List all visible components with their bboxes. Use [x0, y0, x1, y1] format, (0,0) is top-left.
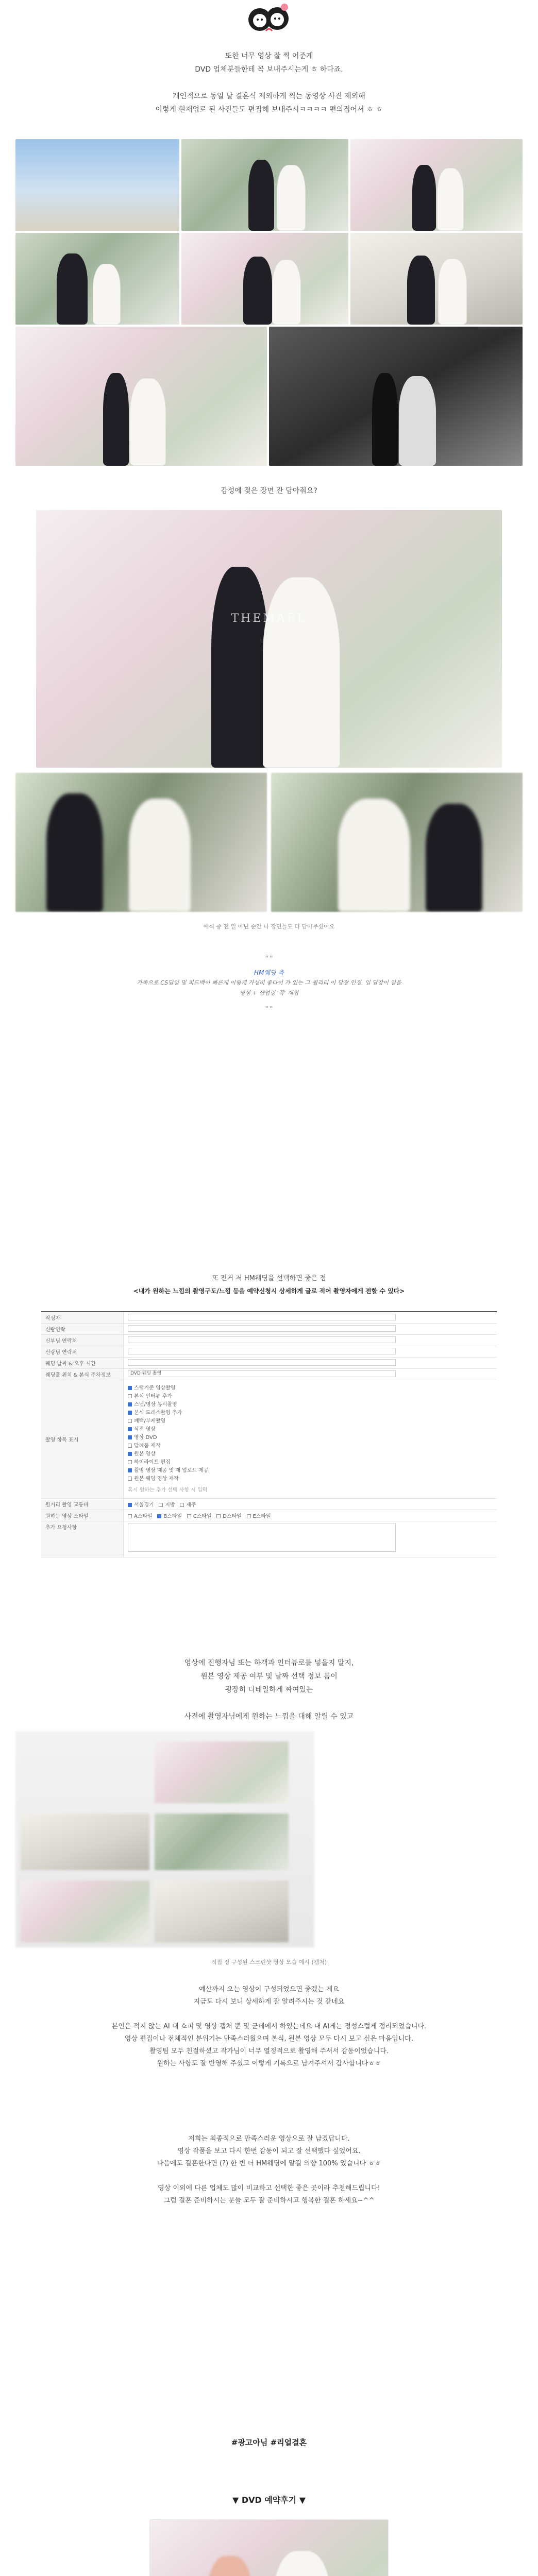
photo-watermark: THEMAEL: [231, 612, 307, 625]
intro-line: 개인적으로 동일 날 결혼식 제외하게 찍는 동영상 사진 제외해: [173, 92, 365, 100]
form-label: 신랑연락: [41, 1324, 124, 1334]
form-option[interactable]: [128, 1459, 493, 1467]
review-line: [0, 2008, 538, 2021]
option-label: 원본 영상: [134, 1451, 156, 1457]
quote-close: " ": [265, 1005, 273, 1012]
form-label: 신랑님 연락처: [41, 1346, 124, 1357]
option-label: 스냅/영상 동시촬영: [134, 1402, 177, 1408]
wedding-photo: [15, 139, 179, 231]
form-input[interactable]: DVD 웨딩 촬영: [128, 1370, 396, 1377]
checkbox[interactable]: [128, 1452, 132, 1456]
closing-line: 그럼 결혼 준비하시는 분들 모두 잘 준비하시고 행복한 결혼 하세요~^^: [163, 2197, 375, 2205]
option-label: 원본 웨딩 영상 제작: [134, 1476, 179, 1482]
radio[interactable]: [157, 1514, 161, 1518]
mid-line: 굉장히 디테일하게 짜여있는: [225, 1686, 313, 1694]
option-label: 스탭기준 영상촬영: [134, 1385, 176, 1391]
quote-sign: 영상 + 샵업링 '꼭' 재접: [239, 990, 299, 996]
form-option[interactable]: [128, 1475, 493, 1483]
form-label: 촬영 항목 표시: [41, 1380, 124, 1498]
intro-line: 이렇게 현재업로 된 사진들도 편집해 보내주시ㅋㅋㅋㅋ 편의집어서 ㅎ ㅎ: [155, 106, 383, 114]
option-label: B스타일: [163, 1514, 182, 1519]
screenshot-caption: 직접 정 구성된 스크린샷 영상 모습 예시 (캡처): [211, 1959, 327, 1965]
closing-text: [0, 2133, 538, 2207]
video-still: [15, 773, 267, 912]
screenshot-photo: [21, 1880, 149, 1942]
form-label: 웨딩홀 위치 & 본식 주차정보: [41, 1369, 124, 1380]
form-row: [41, 1312, 497, 1324]
checkbox[interactable]: [128, 1460, 132, 1464]
form-input[interactable]: [128, 1314, 396, 1320]
option-label: 본식 인터뷰 추가: [134, 1394, 172, 1399]
checkbox[interactable]: [128, 1394, 132, 1398]
checkbox[interactable]: [128, 1402, 132, 1406]
wedding-photo: [181, 139, 348, 231]
booking-form-screenshot: [41, 1311, 497, 1625]
form-label: 웨딩 날짜 & 오후 시간: [41, 1358, 124, 1368]
closing-line: 영상 이외에 다른 업체도 많이 비교하고 선택한 좋은 곳이라 추천해드립니다!: [158, 2184, 380, 2192]
form-option[interactable]: [128, 1426, 493, 1434]
option-label: 본식 드레스촬영 추가: [134, 1410, 182, 1416]
photo-caption: 예식 중 전 일 아닌 순간 나 장면들도 다 담아주셨어요: [203, 923, 335, 930]
section-caption: [0, 484, 538, 498]
radio[interactable]: [187, 1514, 191, 1518]
checkbox[interactable]: [128, 1468, 132, 1472]
checkbox[interactable]: [128, 1419, 132, 1423]
quote-body: 가족으로 CS답일 및 피드백이 빠른게 이렇게 가성비 좋다이 가 있는 그 퀄리티 이 당장 인정. 입 답장이 일을: [137, 979, 401, 986]
checkbox[interactable]: [128, 1386, 132, 1390]
wedding-photo: [15, 233, 179, 325]
wedding-photo: [350, 139, 523, 231]
couple-sticker-image: [243, 0, 295, 34]
closing-line: 저희는 최종적으로 만족스러운 영상으로 잘 남겼답니다.: [188, 2135, 350, 2143]
screenshot-photo: [155, 1741, 289, 1803]
form-input[interactable]: [128, 1359, 396, 1366]
form-option[interactable]: [128, 1384, 493, 1393]
option-label: 식전 영상: [134, 1427, 156, 1432]
option-label: 하이라이트 편집: [134, 1460, 171, 1465]
checkbox[interactable]: [128, 1411, 132, 1415]
option-label: D스타일: [223, 1514, 242, 1519]
form-input[interactable]: [128, 1348, 396, 1354]
form-option[interactable]: [128, 1467, 493, 1475]
option-label: 폐백/부케촬영: [134, 1418, 166, 1424]
closing-line: 다음에도 결혼한다면 (?) 한 번 더 HM웨딩에 맡길 의향 100% 있습니다 ㅎㅎ: [157, 2160, 381, 2167]
review-line: 지금도 다시 보니 상세하게 잘 알려주시는 것 같네요: [193, 1998, 345, 2006]
form-row: [41, 1358, 497, 1369]
review-line: 촬영팀 모두 친절하셨고 작가님이 너무 열정적으로 촬영해 주셔서 감동이었습니다.: [149, 2047, 389, 2055]
screenshot-photo: [155, 1814, 289, 1870]
form-intro: [0, 1273, 538, 1297]
option-label: C스타일: [193, 1514, 212, 1519]
radio[interactable]: [128, 1514, 132, 1518]
wedding-photo: [350, 233, 523, 325]
intro-line: DVD 업체분들한테 꼭 보내주시는게 ㅎ 하다죠.: [195, 65, 343, 74]
form-option[interactable]: [128, 1450, 493, 1459]
option-label: 영상 DVD: [134, 1435, 157, 1440]
mid-line: 영상에 진행자님 또는 하객과 인터뷰로를 넣을지 말지,: [184, 1659, 354, 1667]
radio[interactable]: [180, 1503, 184, 1507]
review-text: [0, 1984, 538, 2070]
mid-line: 사전에 촬영자님에게 원하는 느낌을 대해 알릴 수 있고: [184, 1713, 354, 1721]
form-option[interactable]: [128, 1417, 493, 1426]
mid-line: 원본 영상 제공 여부 및 날짜 선택 정보 폼이: [200, 1672, 338, 1681]
form-row: [41, 1521, 497, 1557]
form-label: 원거리 촬영 교통비: [41, 1499, 124, 1510]
option-label: 지방: [165, 1502, 175, 1508]
form-textarea[interactable]: [128, 1523, 396, 1552]
wedding-photo-large: [36, 510, 502, 768]
wedding-photo: [181, 233, 348, 325]
link-card-thumbnail: [150, 2520, 388, 2576]
checkbox[interactable]: [128, 1435, 132, 1439]
quote-title: HM웨딩 측: [254, 969, 284, 976]
form-option[interactable]: [128, 1409, 493, 1417]
form-row: [41, 1369, 497, 1380]
form-intro-line1: 또 전거 저 HM웨딩을 선택하면 좋은 점: [212, 1275, 326, 1282]
form-row: [41, 1324, 497, 1335]
wedding-photo: [15, 327, 267, 466]
intro-line: 또한 너무 영상 잘 찍 어준게: [225, 52, 313, 60]
form-input[interactable]: [128, 1336, 396, 1343]
form-intro-line2: <내가 원하는 느낌의 촬영구도/느낌 등을 예약신청시 상세하게 글로 적어 촬영자에게 전할 수 있다>: [133, 1287, 405, 1295]
option-label: A스타일: [134, 1514, 153, 1519]
intro-text: [0, 49, 538, 116]
screenshot-photo: [155, 1880, 289, 1942]
form-label: 원하는 영상 스타일: [41, 1510, 124, 1521]
form-option[interactable]: [128, 1442, 493, 1450]
form-note: 혹시 원하는 추가 선택 사항 시 입력: [128, 1487, 208, 1493]
form-label: 추가 요청사항: [41, 1521, 124, 1557]
form-option[interactable]: [128, 1401, 493, 1409]
option-label: 촬영 영상 제공 및 재 업로드 제공: [134, 1468, 209, 1473]
form-row: [41, 1346, 497, 1358]
dvd-review-title: ▼ DVD 예약후기 ▼: [232, 2495, 306, 2505]
checkbox[interactable]: [128, 1427, 132, 1431]
quote-open: " ": [265, 955, 273, 962]
section-caption-text: 감성에 젖은 장면 잔 담아줘요?: [221, 487, 317, 495]
option-label: E스타일: [253, 1514, 271, 1519]
review-line: 영상 편집이나 전체적인 분위기는 만족스러웠으며 본식, 원본 영상 모두 다시 보고 싶은 마음입니다.: [124, 2035, 414, 2043]
review-line: 원하는 사항도 잘 반영해 주셨고 이렇게 기록으로 남겨주셔서 감사합니다ㅎㅎ: [157, 2060, 381, 2067]
form-label: 신부님 연락처: [41, 1335, 124, 1346]
option-label: 서울경기: [134, 1502, 154, 1508]
option-label: 제주: [186, 1502, 196, 1508]
video-still: [271, 773, 523, 912]
radio[interactable]: [216, 1514, 221, 1518]
mid-text: [0, 1656, 538, 1723]
radio[interactable]: [247, 1514, 251, 1518]
option-label: 답례품 제작: [134, 1443, 161, 1449]
review-line: 본인은 적지 않는 AI 대 쇼피 및 영상 캡처 뿐 몇 군데에서 하였는데요 내 AI게는 정성스럽게 정리되었습니다.: [111, 2023, 427, 2030]
form-row: [41, 1335, 497, 1346]
form-input[interactable]: [128, 1325, 396, 1332]
form-row: [41, 1510, 497, 1521]
mid-line: [0, 1697, 538, 1710]
form-row-options: [41, 1380, 497, 1499]
checkbox[interactable]: [128, 1477, 132, 1481]
form-option[interactable]: [128, 1393, 493, 1401]
closing-line: [0, 2170, 538, 2182]
link-card[interactable]: [149, 2519, 389, 2576]
intro-line: [0, 76, 538, 90]
wedding-photo: [269, 327, 523, 466]
quote-block: [0, 953, 538, 1014]
checkbox[interactable]: [128, 1444, 132, 1448]
screenshot-photo: [21, 1814, 149, 1870]
radio[interactable]: [159, 1503, 163, 1507]
form-label: 작성자: [41, 1312, 124, 1323]
closing-line: 영상 작품을 보고 다시 한번 감동이 되고 잘 선택했다 싶었어요.: [177, 2147, 361, 2155]
form-option[interactable]: [128, 1434, 493, 1442]
form-row: [41, 1499, 497, 1510]
hashtags[interactable]: #광고아님 #리얼결혼: [231, 2438, 307, 2447]
review-line: 예산까지 오는 영상이 구성되었으면 좋겠는 게요: [199, 1986, 339, 1993]
radio[interactable]: [128, 1503, 132, 1507]
